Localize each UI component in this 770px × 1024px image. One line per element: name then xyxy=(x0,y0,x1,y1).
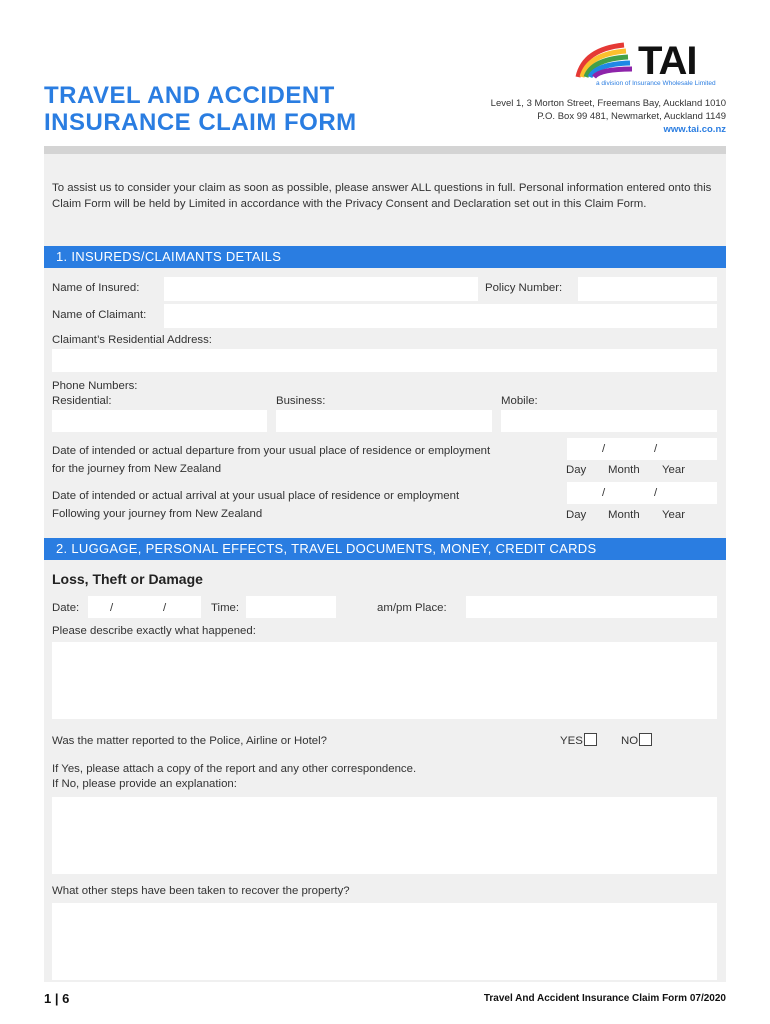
arrival-month-label: Month xyxy=(608,509,640,521)
address-line1: Level 1, 3 Morton Street, Freemans Bay, Auckland 1010 xyxy=(490,98,726,109)
policy-number-field[interactable] xyxy=(578,277,717,301)
incident-date-field[interactable] xyxy=(88,596,201,618)
reported-question-label: Was the matter reported to the Police, Airline or Hotel? xyxy=(52,735,327,747)
name-of-claimant-label: Name of Claimant: xyxy=(52,309,147,321)
departure-year-label: Year xyxy=(662,464,686,476)
no-checkbox[interactable] xyxy=(639,733,652,746)
arrival-slash-1: / xyxy=(602,487,606,499)
if-no-instruction: If No, please provide an explanation: xyxy=(52,778,237,790)
name-of-insured-field[interactable] xyxy=(164,277,478,301)
arrival-year-label: Year xyxy=(662,509,686,521)
phone-numbers-label: Phone Numbers: xyxy=(52,380,138,392)
mobile-phone-field[interactable] xyxy=(501,410,717,432)
name-of-claimant-field[interactable] xyxy=(164,304,717,328)
other-steps-label: What other steps have been taken to recover the property? xyxy=(52,885,350,897)
section1-heading: 1. INSUREDS/CLAIMANTS DETAILS xyxy=(44,246,726,268)
incident-time-label: Time: xyxy=(211,602,240,614)
residential-phone-field[interactable] xyxy=(52,410,267,432)
mobile-phone-label: Mobile: xyxy=(501,395,538,407)
section2-heading: 2. LUGGAGE, PERSONAL EFFECTS, TRAVEL DOCUMENTS, MONEY, CREDIT CARDS xyxy=(44,538,726,560)
residential-address-field[interactable] xyxy=(52,349,717,372)
other-steps-textarea[interactable] xyxy=(52,903,717,980)
departure-slash-1: / xyxy=(602,443,606,455)
ampm-place-label: am/pm Place: xyxy=(377,602,447,614)
arrival-day-label: Day xyxy=(566,509,587,521)
arrival-date-field[interactable] xyxy=(567,482,717,504)
address-line2: P.O. Box 99 481, Newmarket, Auckland 1149 xyxy=(537,111,726,122)
yes-checkbox[interactable] xyxy=(584,733,597,746)
no-label: NO xyxy=(621,735,639,747)
departure-month-label: Month xyxy=(608,464,640,476)
logo-text: TAI xyxy=(638,39,697,83)
arrival-slash-2: / xyxy=(654,487,658,499)
logo-swoosh-icon xyxy=(574,41,636,81)
name-of-insured-label: Name of Insured: xyxy=(52,282,140,294)
departure-slash-2: / xyxy=(654,443,658,455)
logo-tagline: a division of Insurance Wholesale Limited xyxy=(596,80,716,87)
yes-label: YES xyxy=(560,735,583,747)
footer-form-title: Travel And Accident Insurance Claim Form 07/2020 xyxy=(483,993,726,1004)
form-title xyxy=(44,82,357,136)
form-title-line1: TRAVEL AND ACCIDENT xyxy=(44,82,335,109)
incident-date-slash-2: / xyxy=(163,602,167,614)
page-number: 1 | 6 xyxy=(44,991,70,1006)
describe-textarea[interactable] xyxy=(52,642,717,719)
website-link[interactable]: www.tai.co.nz xyxy=(663,124,726,135)
residential-phone-label: Residential: xyxy=(52,395,112,407)
form-title-line2: INSURANCE CLAIM FORM xyxy=(44,109,357,136)
incident-time-field[interactable] xyxy=(246,596,336,618)
no-option[interactable] xyxy=(621,733,652,747)
business-phone-field[interactable] xyxy=(276,410,492,432)
departure-label-line1: Date of intended or actual departure from your usual place of residence or employment xyxy=(52,445,491,457)
describe-label: Please describe exactly what happened: xyxy=(52,625,256,637)
incident-date-slash-1: / xyxy=(110,602,114,614)
business-phone-label: Business: xyxy=(276,395,326,407)
company-address xyxy=(491,97,726,136)
policy-number-label: Policy Number: xyxy=(485,282,563,294)
form-panel xyxy=(44,146,726,982)
residential-address-label: Claimant’s Residential Address: xyxy=(52,334,212,346)
departure-date-field[interactable] xyxy=(567,438,717,460)
explanation-textarea[interactable] xyxy=(52,797,717,874)
arrival-label-line1: Date of intended or actual arrival at your usual place of residence or employment xyxy=(52,490,460,502)
yes-option[interactable] xyxy=(560,733,597,747)
loss-theft-damage-heading: Loss, Theft or Damage xyxy=(52,571,203,587)
arrival-label-line2: Following your journey from New Zealand xyxy=(52,508,263,520)
if-yes-instruction: If Yes, please attach a copy of the report and any other correspondence. xyxy=(52,763,417,775)
departure-day-label: Day xyxy=(566,464,587,476)
departure-label-line2: for the journey from New Zealand xyxy=(52,463,222,475)
tai-logo xyxy=(574,41,726,87)
intro-text: To assist us to consider your claim as soon as possible, please answer ALL questions in full. Personal information entered onto this Claim Form will be held by Limited in accordance with the Privacy Consent and Declaration set out in this Claim Form. xyxy=(52,182,712,210)
incident-place-field[interactable] xyxy=(466,596,717,618)
incident-date-label: Date: xyxy=(52,602,80,614)
